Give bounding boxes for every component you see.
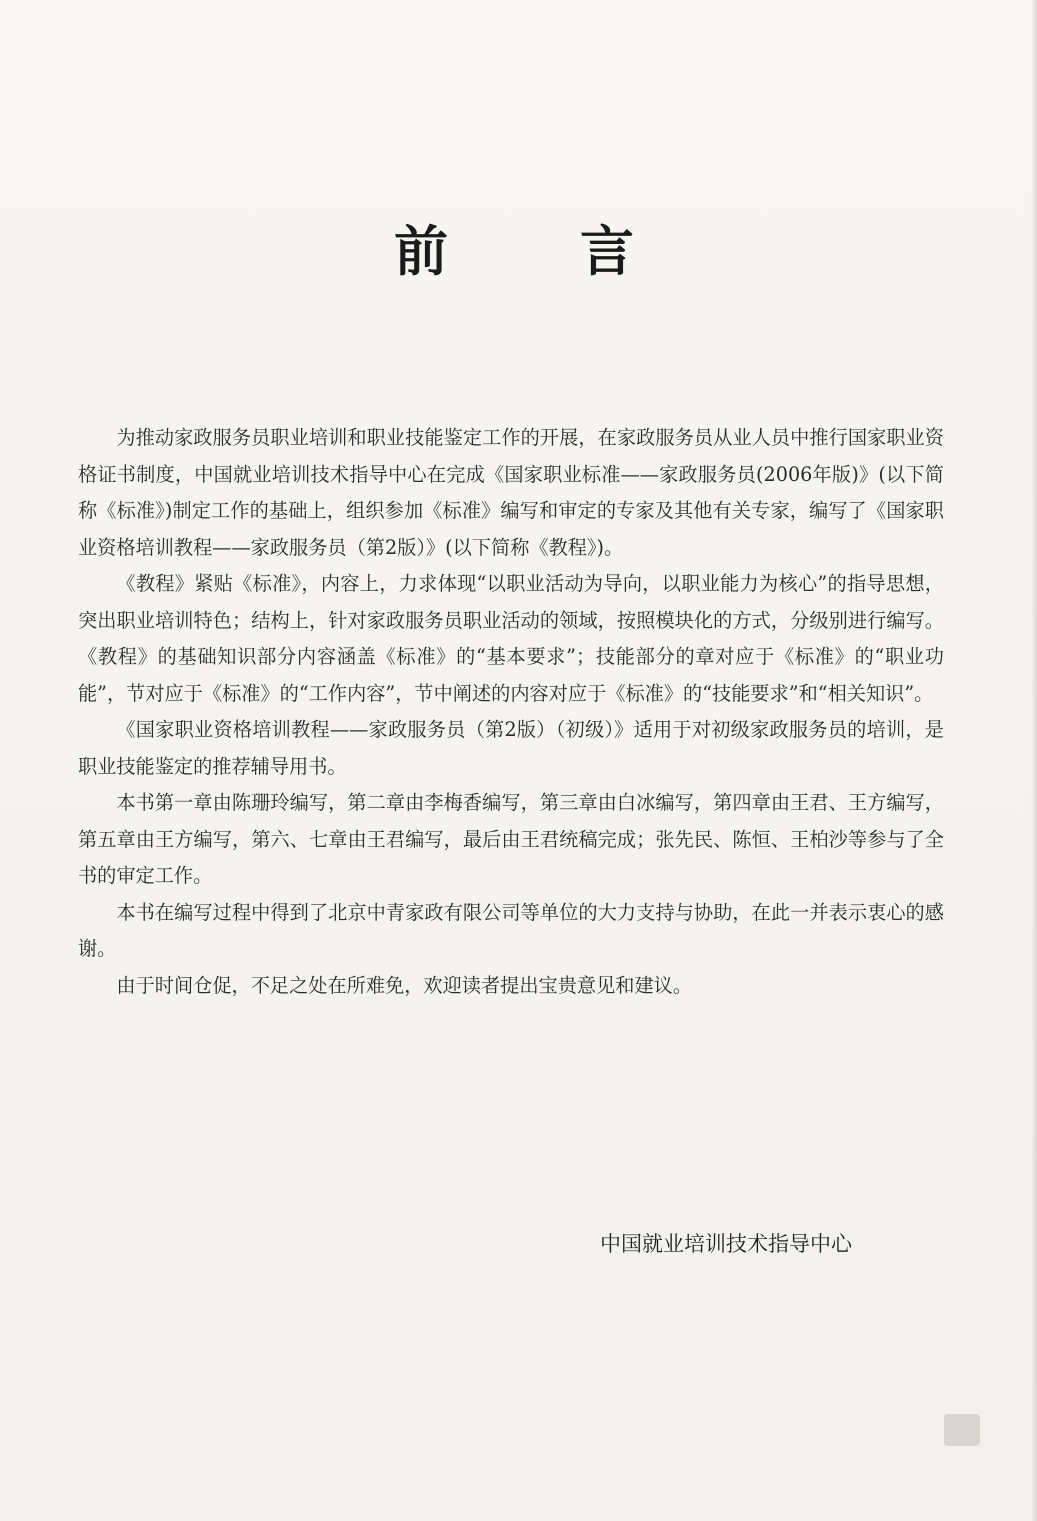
paragraph-6: 由于时间仓促，不足之处在所难免，欢迎读者提出宝贵意见和建议。 [116, 973, 693, 997]
page-edge-shadow [1031, 0, 1037, 1521]
signature-organization: 中国就业培训技术指导中心 [600, 1232, 852, 1256]
paragraph-1: 为推动家政服务员职业培训和职业技能鉴定工作的开展，在家政服务员从业人员中推行国家职业资格证书制度，中国就业培训技术指导中心在完成《国家职业标准——家政服务员(2006年版)》(以下简称《标准》)制定工作的基础上，组织参加《标准》编写和审定的专家及其他有关专家，编写了《国家职业资格培训教程——家政服务员（第2版）》(以下简称《教程》)。 [78, 426, 944, 559]
heading-char-2: 言 [580, 220, 634, 283]
preface-heading [394, 222, 634, 282]
paragraph-2: 《教程》紧贴《标准》，内容上，力求体现“以职业活动为导向，以职业能力为核心”的指导思想，突出职业培训特色；结构上，针对家政服务员职业活动的领域，按照模块化的方式，分级别进行编写。《教程》的基础知识部分内容涵盖《标准》的“基本要求”；技能部分的章对应于《标准》的“职业功能”，节对应于《标准》的“工作内容”，节中阐述的内容对应于《标准》的“技能要求”和“相关知识”。 [78, 572, 944, 705]
paragraph-4: 本书第一章由陈珊玲编写，第二章由李梅香编写，第三章由白冰编写，第四章由王君、王方编写，第五章由王方编写，第六、七章由王君编写，最后由王君统稿完成；张先民、陈恒、王柏沙等参与了全书的审定工作。 [78, 791, 944, 887]
preface-body [78, 420, 944, 1004]
paragraph-3: 《国家职业资格培训教程——家政服务员（第2版）（初级）》适用于对初级家政服务员的培训，是职业技能鉴定的推荐辅导用书。 [78, 718, 944, 778]
paragraph-5: 本书在编写过程中得到了北京中青家政有限公司等单位的大力支持与协助，在此一并表示衷心的感谢。 [78, 900, 944, 960]
page-corner-marker [944, 1414, 980, 1446]
heading-char-1: 前 [394, 220, 448, 283]
